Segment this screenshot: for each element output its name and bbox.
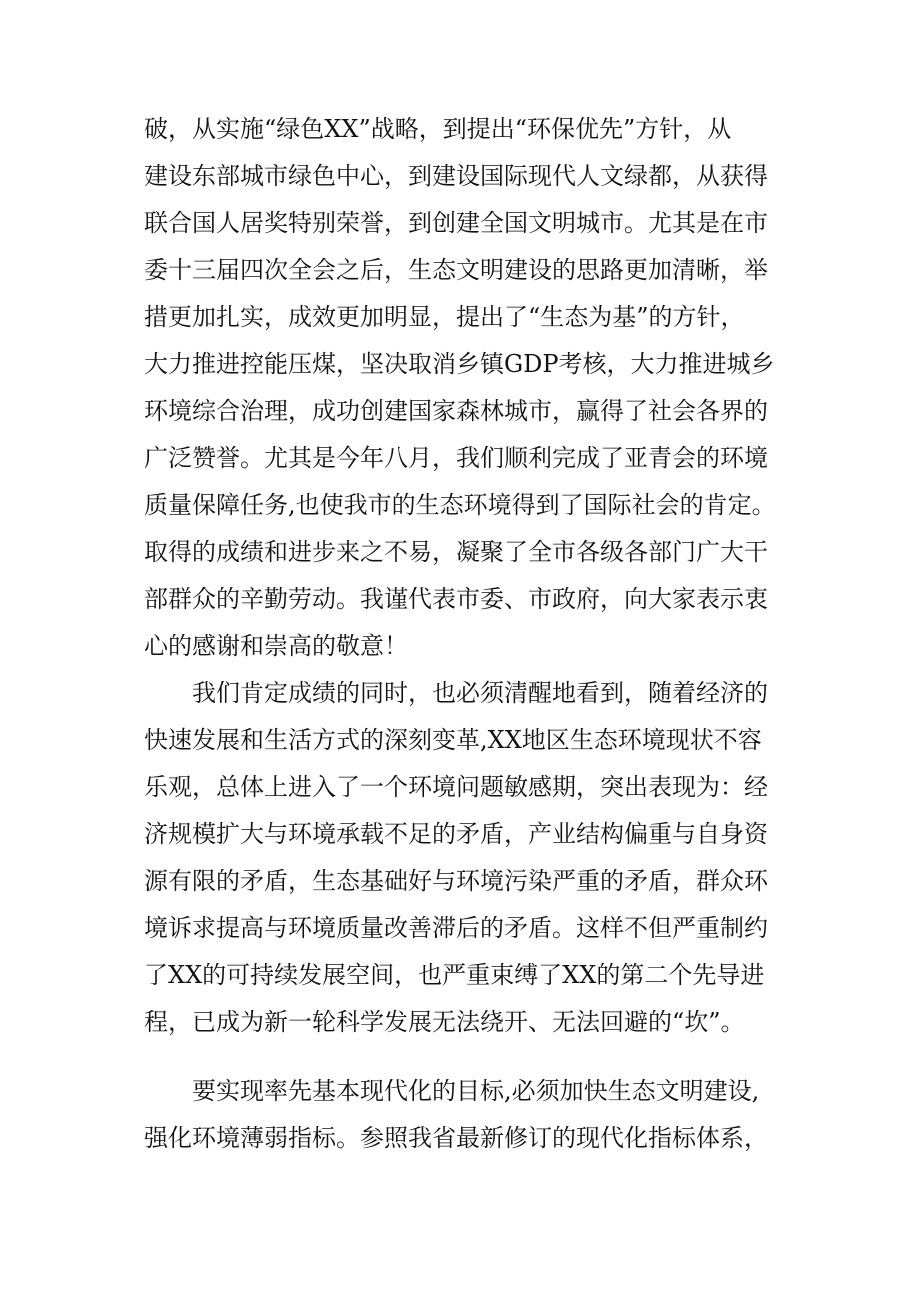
- text-line: 取得的成绩和进步来之不易，凝聚了全市各级各部门广大干: [144, 538, 768, 566]
- paragraph-first-line: 要实现率先基本现代化的目标,必须加快生态文明建设,: [192, 1077, 760, 1105]
- text-line: 建设东部城市绿色中心，到建设国际现代人文绿都，从获得: [144, 162, 768, 190]
- text-line: 委十三届四次全会之后，生态文明建设的思路更加清晰，举: [144, 256, 768, 284]
- text-line: 破，从实施“绿色XX”战略，到提出“环保优先”方针，从: [144, 115, 732, 143]
- text-line: 质量保障任务,也使我市的生态环境得到了国际社会的肯定。: [144, 491, 776, 519]
- text-line: 快速发展和生活方式的深刻变革,XX地区生态环境现状不容: [144, 726, 762, 754]
- text-line: 济规模扩大与环境承载不足的矛盾，产业结构偏重与自身资: [144, 820, 768, 848]
- paragraph-first-line: 我们肯定成绩的同时，也必须清醒地看到，随着经济的: [192, 679, 768, 707]
- text-line: 环境综合治理，成功创建国家森林城市，赢得了社会各界的: [144, 397, 768, 425]
- text-line: 了XX的可持续发展空间，也严重束缚了XX的第二个先导进: [144, 961, 765, 989]
- text-line: 广泛赞誉。尤其是今年八月，我们顺利完成了亚青会的环境: [144, 444, 768, 472]
- text-line: 大力推进控能压煤，坚决取消乡镇GDP考核，大力推进城乡: [144, 350, 775, 378]
- text-line: 措更加扎实，成效更加明显，提出了“生态为基”的方针，: [144, 303, 745, 331]
- text-line: 心的感谢和崇高的敬意！: [144, 632, 408, 660]
- text-line: 联合国人居奖特别荣誉，到创建全国文明城市。尤其是在市: [144, 209, 768, 237]
- text-line: 强化环境薄弱指标。参照我省最新修订的现代化指标体系，: [144, 1124, 768, 1152]
- text-line: 部群众的辛勤劳动。我谨代表市委、市政府，向大家表示衷: [144, 585, 768, 613]
- text-line: 源有限的矛盾，生态基础好与环境污染严重的矛盾，群众环: [144, 867, 768, 895]
- text-line: 境诉求提高与环境质量改善滞后的矛盾。这样不但严重制约: [144, 914, 768, 942]
- text-line: 程，已成为新一轮科学发展无法绕开、无法回避的“坎”。: [144, 1008, 745, 1036]
- text-line: 乐观，总体上进入了一个环境问题敏感期，突出表现为：经: [144, 773, 768, 801]
